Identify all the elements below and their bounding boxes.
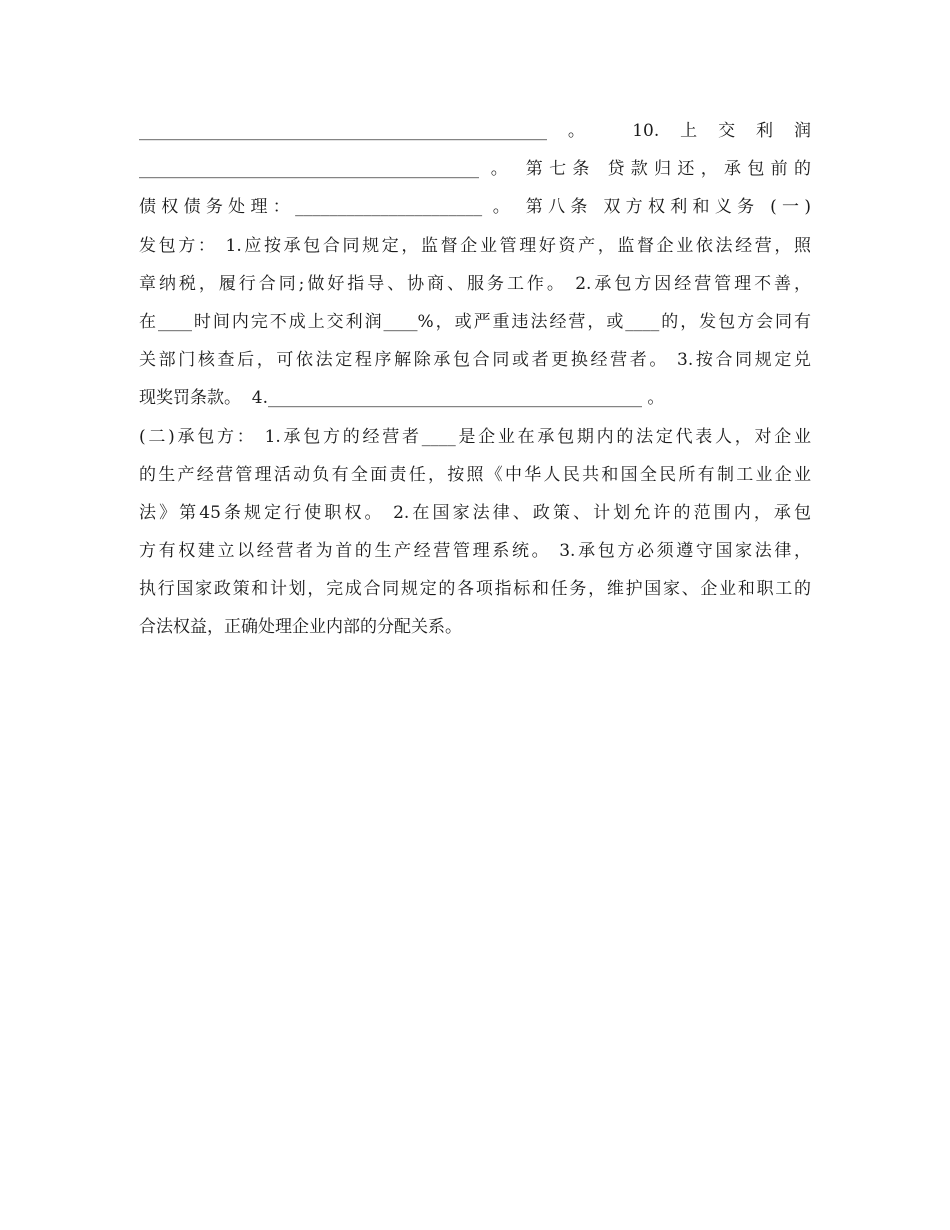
text-line: (二)承包方： 1.承包方的经营者____是企业在承包期内的法定代表人，对企业 <box>139 426 811 447</box>
text-line: 债权债务处理：______________________ 。 第八条 双方权利和义务 (一) <box>139 197 811 218</box>
text-line: 关部门核查后，可依法定程序解除承包合同或者更换经营者。 3.按合同规定兑 <box>139 350 811 371</box>
text-line: 的生产经营管理活动负有全面责任，按照《中华人民共和国全民所有制工业企业 <box>139 464 811 485</box>
text-line: 现奖罚条款。 4.____________________________________________ 。 <box>139 388 665 409</box>
text-line: 方有权建立以经营者为首的生产经营管理系统。 3.承包方必须遵守国家法律， <box>139 541 811 562</box>
text-line: 章纳税，履行合同;做好指导、协商、服务工作。 2.承包方因经营管理不善， <box>139 273 811 294</box>
text-line: 法》第45条规定行使职权。 2.在国家法律、政策、计划允许的范围内，承包 <box>139 502 811 523</box>
text-line: 执行国家政策和计划，完成合同规定的各项指标和任务，维护国家、企业和职工的 <box>139 579 811 600</box>
text-line: 发包方： 1.应按承包合同规定，监督企业管理好资产，监督企业依法经营，照 <box>139 235 811 256</box>
text-line: 合法权益，正确处理企业内部的分配关系。 <box>139 617 462 638</box>
text-line: 在____时间内完不成上交利润____%，或严重违法经营，或____的，发包方会同有 <box>139 311 811 332</box>
text-line: ________________________________________ 。 第七条 贷款归还，承包前的 <box>139 159 811 180</box>
text-line: ________________________________________________。 10.上交利润 <box>139 121 811 141</box>
contract-body-text <box>139 112 811 647</box>
